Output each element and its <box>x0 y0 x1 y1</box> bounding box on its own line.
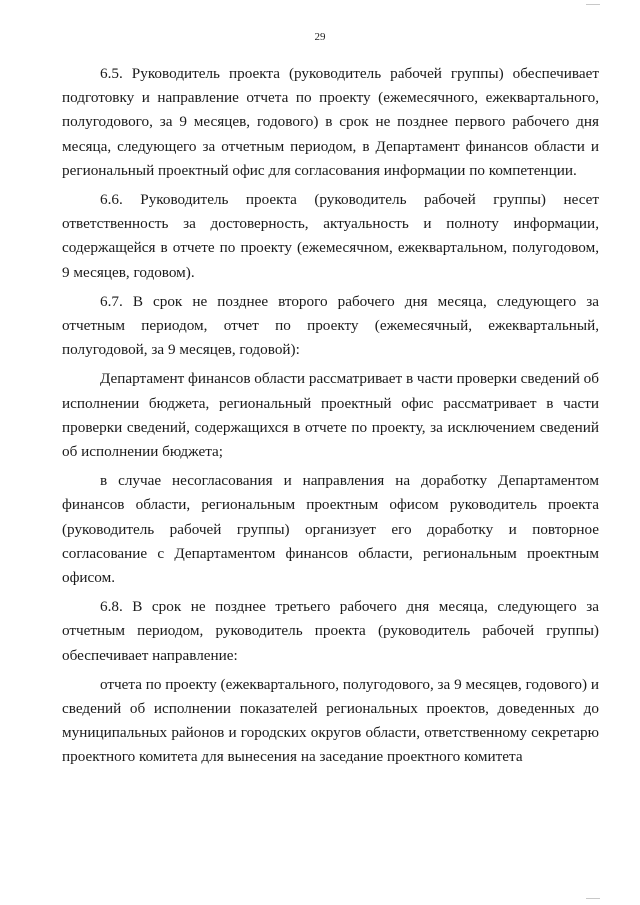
paragraph-6-6: 6.6. Руководитель проекта (руководитель рабочей группы) несет ответственность за достоверность, актуальность и полноту информации, содержащейся в отчете по проекту (ежемесячном, ежеквартальном, полугодовом, 9 месяцев, годовом). <box>62 191 599 281</box>
paragraph-6-8: 6.8. В срок не позднее третьего рабочего дня месяца, следующего за отчетным периодом, руководитель проекта (руководитель рабочей группы) обеспечивает направление: <box>62 598 599 664</box>
paragraph-6-7-finance-department: Департамент финансов области рассматривает в части проверки сведений об исполнении бюджета, региональный проектный офис рассматривает в части проверки сведений, содержащихся в отчете по проекту, за исключением сведений об исполнении бюджета; <box>62 370 599 461</box>
paragraph-6-7: 6.7. В срок не позднее второго рабочего дня месяца, следующего за отчетным периодом, отчет по проекту (ежемесячный, ежеквартальный, полугодовой, за 9 месяцев, годовой): <box>62 292 599 359</box>
paragraph-6-7-rework: в случае несогласования и направления на доработку Департаментом финансов области, региональным проектным офисом руководитель проекта (руководитель рабочей группы) организует его доработку и повторное согласование с Департаментом финансов области, региональным проектным офисом. <box>62 472 599 587</box>
paragraph-6-5: 6.5. Руководитель проекта (руководитель рабочей группы) обеспечивает подготовку и направление отчета по проекту (ежемесячного, ежеквартального, полугодового, за 9 месяцев, годового) в срок не позднее первого рабочего дня месяца, следующего за отчетным периодом, в Департамент финансов области и региональный проектный офис для согласования информации по компетенции. <box>62 65 599 179</box>
paragraph-6-8-report: отчета по проекту (ежеквартального, полугодового, за 9 месяцев, годового) и сведений об исполнении показателей региональных проектов, доведенных до муниципальных районов и городских округов области, ответственному секретарю проектного комитета для вынесения на заседание проектного комитета <box>62 675 599 766</box>
document-body <box>62 62 599 775</box>
scan-mark-bottom <box>586 898 600 899</box>
scan-mark-top <box>586 4 600 5</box>
page-number: 29 <box>314 31 326 43</box>
